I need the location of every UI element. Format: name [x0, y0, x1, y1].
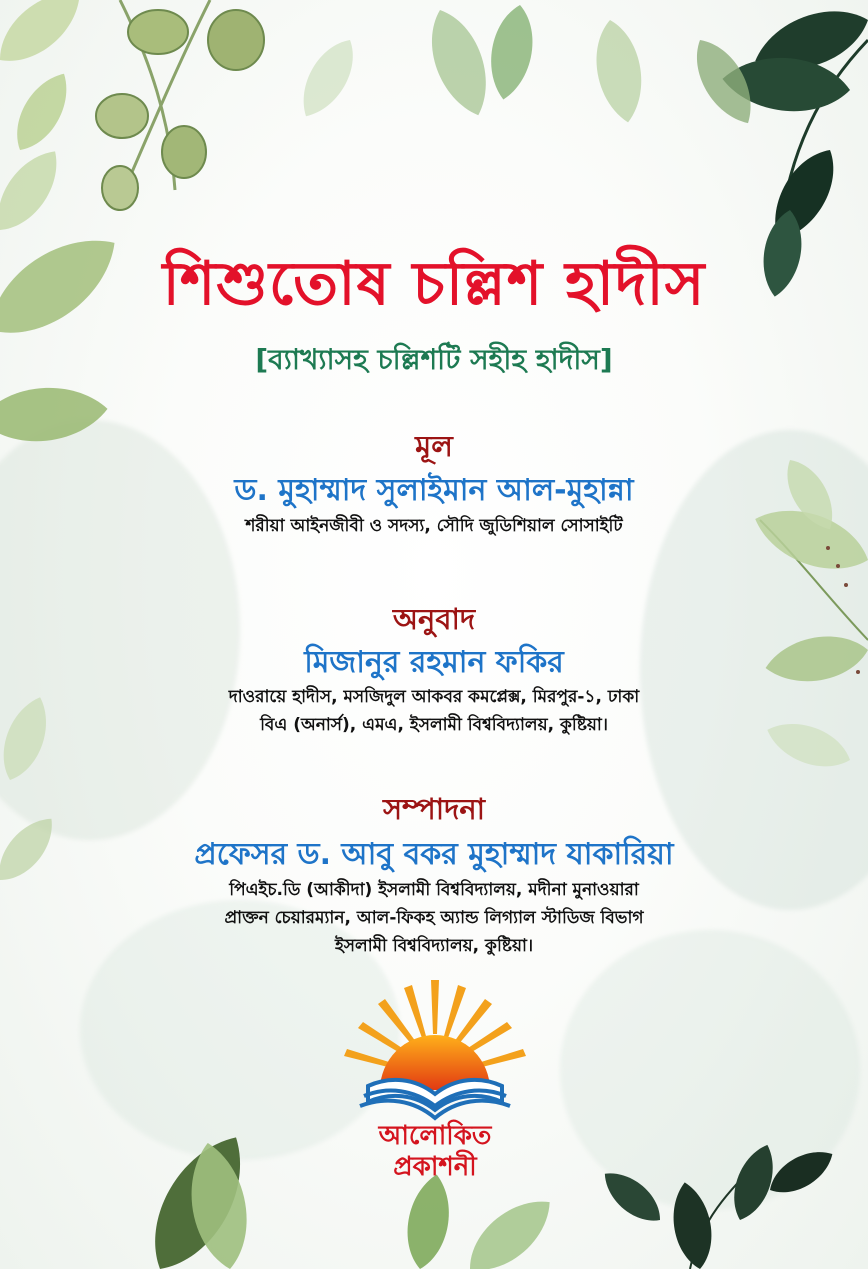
- publisher-name-line-2: প্রকাশনী: [393, 1152, 477, 1182]
- translator-label: অনুবাদ: [392, 602, 476, 636]
- translator-name: মিজানুর রহমান ফকির: [304, 645, 564, 680]
- translator-description-line-2: বিএ (অনার্স), এমএ, ইসলামী বিশ্ববিদ্যালয়, কুষ্টিয়া।: [260, 715, 608, 735]
- translator-description-line-1: দাওরায়ে হাদীস, মসজিদুল আকবর কমপ্লেক্স, মিরপুর-১, ঢাকা: [228, 687, 640, 707]
- editor-name: প্রফেসর ড. আবু বকর মুহাম্মাদ যাকারিয়া: [194, 837, 674, 872]
- book-subtitle: [ব্যাখ্যাসহ চল্লিশটি সহীহ হাদীস]: [255, 343, 613, 376]
- author-description: শরীয়া আইনজীবী ও সদস্য, সৌদি জুডিশিয়াল সোসাইটি: [245, 516, 623, 536]
- editor-description-line-2: প্রাক্তন চেয়ারম্যান, আল-ফিকহ অ্যান্ড লিগ্যাল স্টাডিজ বিভাগ: [224, 908, 644, 928]
- publisher-name-line-1: আলোকিত: [378, 1121, 492, 1151]
- editor-description-line-3: ইসলামী বিশ্ববিদ্যালয়, কুষ্টিয়া।: [334, 936, 534, 956]
- editor-description-line-1: পিএইচ.ডি (আকীদা) ইসলামী বিশ্ববিদ্যালয়, মদীনা মুনাওয়ারা: [229, 880, 639, 900]
- book-title: শিশুতোষ চল্লিশ হাদীস: [162, 249, 706, 319]
- author-name: ড. মুহাম্মাদ সুলাইমান আল-মুহান্না: [234, 473, 634, 508]
- editor-label: সম্পাদনা: [382, 792, 486, 826]
- author-label: মূল: [415, 429, 453, 463]
